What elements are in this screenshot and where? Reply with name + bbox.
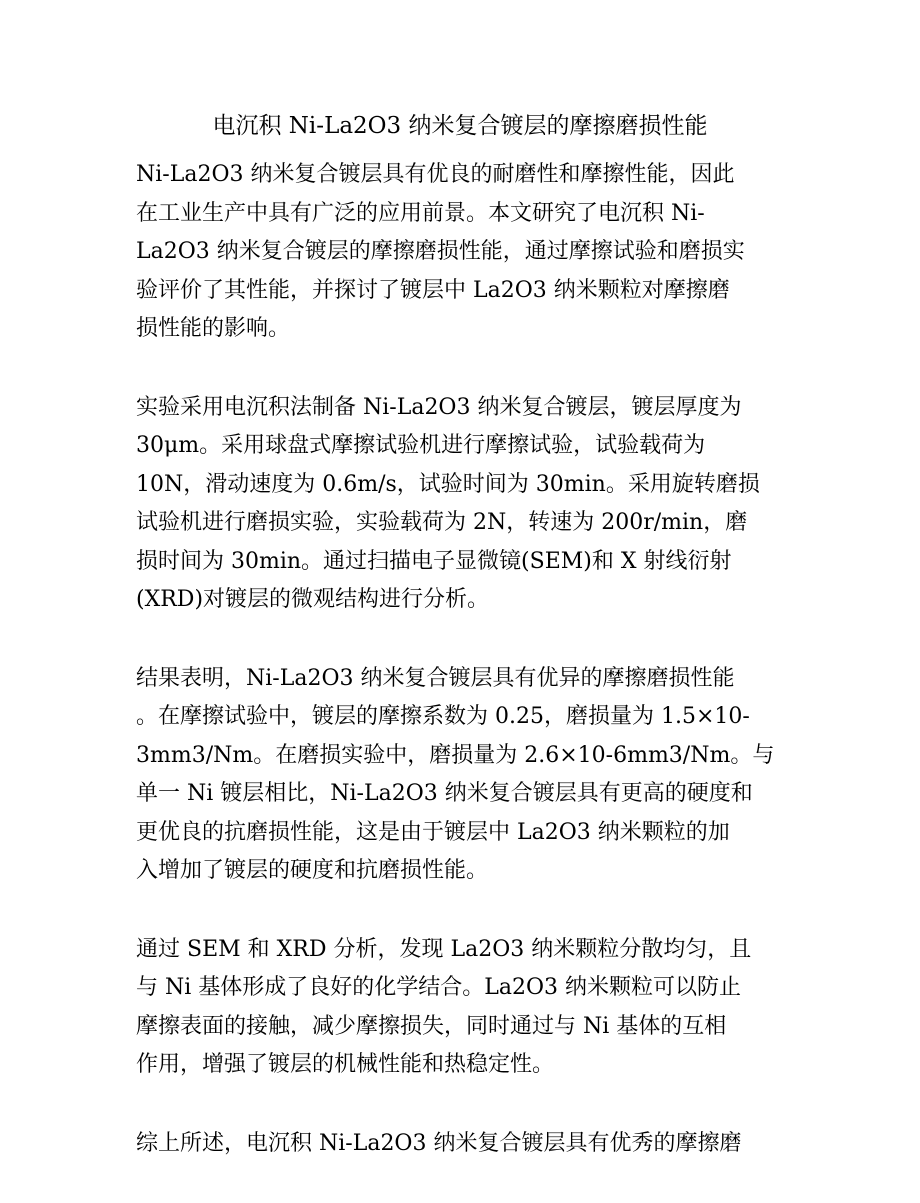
text-line: 在工业生产中具有广泛的应用前景。本文研究了电沉积 Ni- [136, 200, 705, 226]
text-line: 3mm3/Nm。在磨损实验中，磨损量为 2.6×10-6mm3/Nm。与 [136, 742, 775, 768]
paragraph-results [136, 660, 796, 891]
paragraph-introduction [136, 156, 796, 349]
text-line: 试验机进行磨损实验，实验载荷为 2N，转速为 200r/min，磨 [136, 510, 748, 535]
paragraph-method [136, 389, 796, 620]
text-line: 30μm。采用球盘式摩擦试验机进行摩擦试验，试验载荷为 [136, 433, 706, 458]
document-body [136, 156, 796, 1203]
text-line: 综上所述，电沉积 Ni-La2O3 纳米复合镀层具有优秀的摩擦磨 [136, 1130, 742, 1156]
text-line: 通过 SEM 和 XRD 分析，发现 La2O3 纳米颗粒分散均匀，且 [136, 936, 752, 962]
text-line: (XRD)对镀层的微观结构进行分析。 [136, 587, 490, 612]
paragraph-analysis [136, 931, 796, 1085]
text-line: 验评价了其性能，并探讨了镀层中 La2O3 纳米颗粒对摩擦磨 [136, 277, 730, 303]
paragraph-conclusion [136, 1125, 796, 1164]
text-line: 与 Ni 基体形成了良好的化学结合。La2O3 纳米颗粒可以防止 [136, 975, 742, 1000]
text-line: 实验采用电沉积法制备 Ni-La2O3 纳米复合镀层，镀层厚度为 [136, 394, 742, 420]
text-line: 损性能的影响。 [136, 316, 291, 341]
text-line: 结果表明，Ni-La2O3 纳米复合镀层具有优异的摩擦磨损性能 [136, 665, 735, 691]
text-line: 更优良的抗磨损性能，这是由于镀层中 La2O3 纳米颗粒的加 [136, 819, 730, 845]
page-title: 电沉积 Ni-La2O3 纳米复合镀层的摩擦磨损性能 [212, 113, 708, 139]
text-line: Ni-La2O3 纳米复合镀层具有优良的耐磨性和摩擦性能，因此 [136, 162, 735, 187]
text-line: 。在摩擦试验中，镀层的摩擦系数为 0.25，磨损量为 1.5×10- [136, 704, 750, 729]
text-line: 入增加了镀层的硬度和抗磨损性能。 [136, 858, 489, 883]
text-line: 10N，滑动速度为 0.6m/s，试验时间为 30min。采用旋转磨损 [136, 471, 760, 497]
text-line: 摩擦表面的接触，减少摩擦损失，同时通过与 Ni 基体的互相 [136, 1013, 727, 1039]
text-line: 作用，增强了镀层的机械性能和热稳定性。 [136, 1052, 555, 1077]
text-line: La2O3 纳米复合镀层的摩擦磨损性能，通过摩擦试验和磨损实 [136, 239, 745, 264]
text-line: 单一 Ni 镀层相比，Ni-La2O3 纳米复合镀层具有更高的硬度和 [136, 781, 753, 806]
text-line: 损时间为 30min。通过扫描电子显微镜(SEM)和 X 射线衍射 [136, 548, 732, 574]
